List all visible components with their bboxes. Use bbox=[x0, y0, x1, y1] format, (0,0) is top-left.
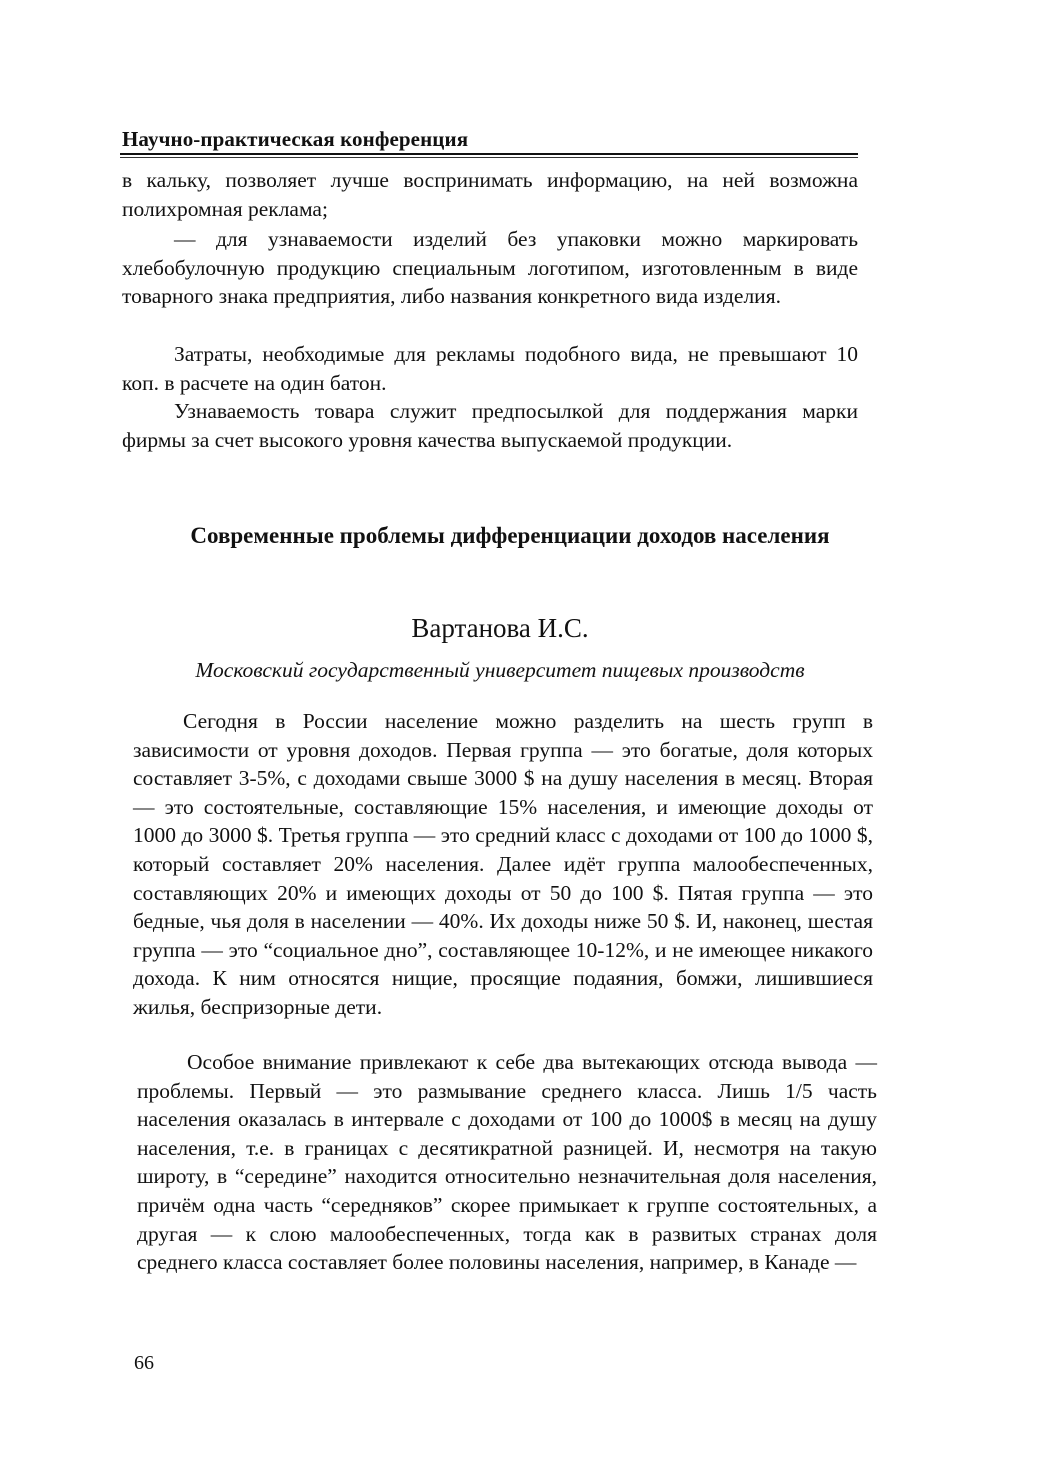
article-body-2 bbox=[137, 1048, 877, 1277]
continuation-paragraph: в кальку, позволяет лучше воспринимать информацию, на ней возможна полихромная реклама; bbox=[122, 168, 858, 221]
marking-paragraph: — для узнаваемости изделий без упаковки можно маркировать хлебобулочную продукцию специальным логотипом, изготовленным в виде товарного знака предприятия, либо названия конкретного вида изделия. bbox=[122, 227, 858, 309]
recognition-block bbox=[122, 397, 858, 454]
header-rule bbox=[120, 153, 858, 155]
article-affiliation: Московский государственный университет пищевых производств bbox=[195, 658, 805, 682]
recognition-paragraph: Узнаваемость товара служит предпосылкой для поддержания марки фирмы за счет высокого уровня качества выпускаемой продукции. bbox=[122, 399, 858, 452]
costs-block bbox=[122, 340, 858, 397]
running-header: Научно-практическая конференция bbox=[122, 127, 469, 151]
article-title: Современные проблемы дифференциации доходов населения bbox=[190, 523, 830, 548]
page-number: 66 bbox=[134, 1352, 154, 1374]
header-rule-thin bbox=[120, 157, 858, 158]
article-body-1 bbox=[133, 707, 873, 1022]
article-paragraph: Особое внимание привлекают к себе два вытекающих отсюда вывода — проблемы. Первый — это размывание среднего класса. Лишь 1/5 часть населения оказалась в интервале с доходами от 100 до 1000$ в месяц на душу населения, т.е. в границах с десятикратной разницей. И, несмотря на такую широту, в “середине” находится относительно незначительная доля населения, причём одна часть “середняков” скорее примыкает к группе состоятельных, а другая — к слою малообеспеченных, тогда как в развитых странах доля среднего класса составляет более половины населения, например, в Канаде — bbox=[137, 1050, 877, 1275]
article-author: Вартанова И.С. bbox=[411, 613, 589, 643]
continuation-text bbox=[122, 166, 858, 223]
costs-paragraph: Затраты, необходимые для рекламы подобного вида, не превышают 10 коп. в расчете на один батон. bbox=[122, 342, 858, 395]
article-paragraph: Сегодня в России население можно разделить на шесть групп в зависимости от уровня доходов. Первая группа — это богатые, доля которых составляет 3-5%, с доходами свыше 3000 $ на душу населения в месяц. Вторая — это состоятельные, составляющие 15% населения, и имеющие доходы от 1000 до 3000 $. Третья группа — это средний класс с доходами от 100 до 1000 $, который составляет 20% населения. Далее идёт группа малообеспеченных, составляющих 20% и имеющих доходы от 50 до 100 $. Пятая группа — это бедные, чья доля в населении — 40%. Их доходы ниже 50 $. И, наконец, шестая группа — это “социальное дно”, составляющее 10-12%, и не имеющее никакого дохода. К ним относятся нищие, просящие подаяния, бомжи, лишившиеся жилья, беспризорные дети. bbox=[133, 709, 873, 1019]
list-item-marking bbox=[122, 225, 858, 311]
